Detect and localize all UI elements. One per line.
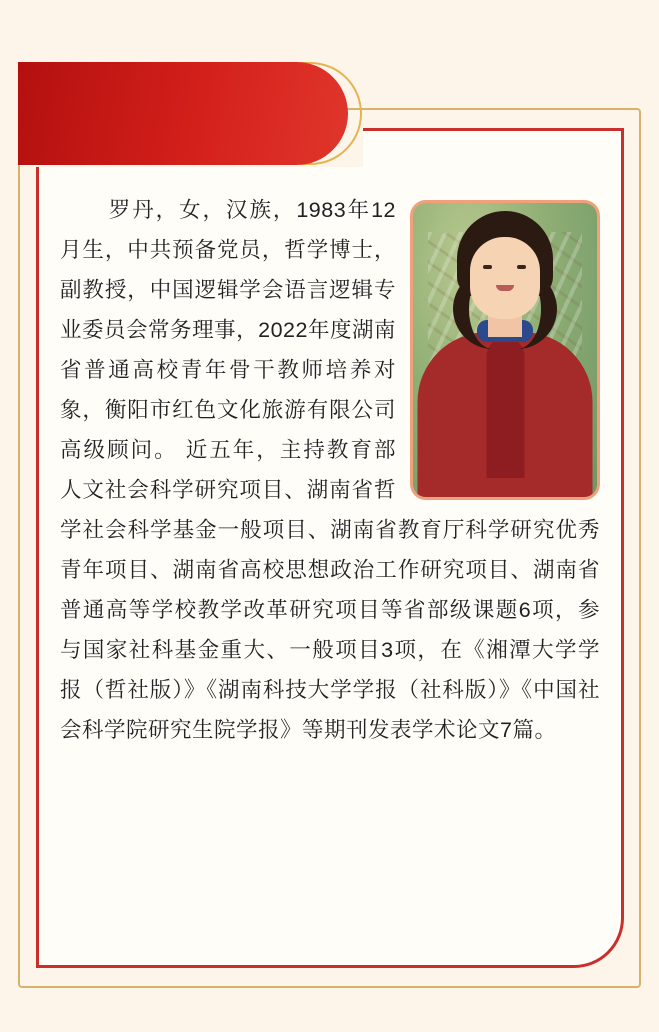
- portrait-eye-right: [517, 265, 526, 269]
- portrait-photo: [410, 200, 600, 500]
- portrait-face: [470, 237, 540, 319]
- biography-body: 罗丹，女，汉族，1983年12月生，中共预备党员，哲学博士，副教授，中国逻辑学会语言逻辑专业委员会常务理事，2022年度湖南省普通高校青年骨干教师培养对象，衡阳市红色文化旅游有限公司高级顾问。 近五年，主持教育部人文社会科学研究项目、湖南省哲学社会科学基金一般项目、湖南省教育厅科学研究优秀青年项目、湖南省高校思想政治工作研究项目、湖南省普通高等学校教学改革研究项目等省部级课题6项，参与国家社科基金重大、一般项目3项，在《湘潭大学学报（哲社版）》《湖南科技大学学报（社科版）》《中国社会科学院研究生院学报》等期刊发表学术论文7篇。: [60, 198, 600, 742]
- portrait-eye-left: [483, 265, 492, 269]
- profile-content: [60, 190, 600, 750]
- name-banner: [18, 62, 348, 165]
- portrait-jacket: [418, 332, 593, 497]
